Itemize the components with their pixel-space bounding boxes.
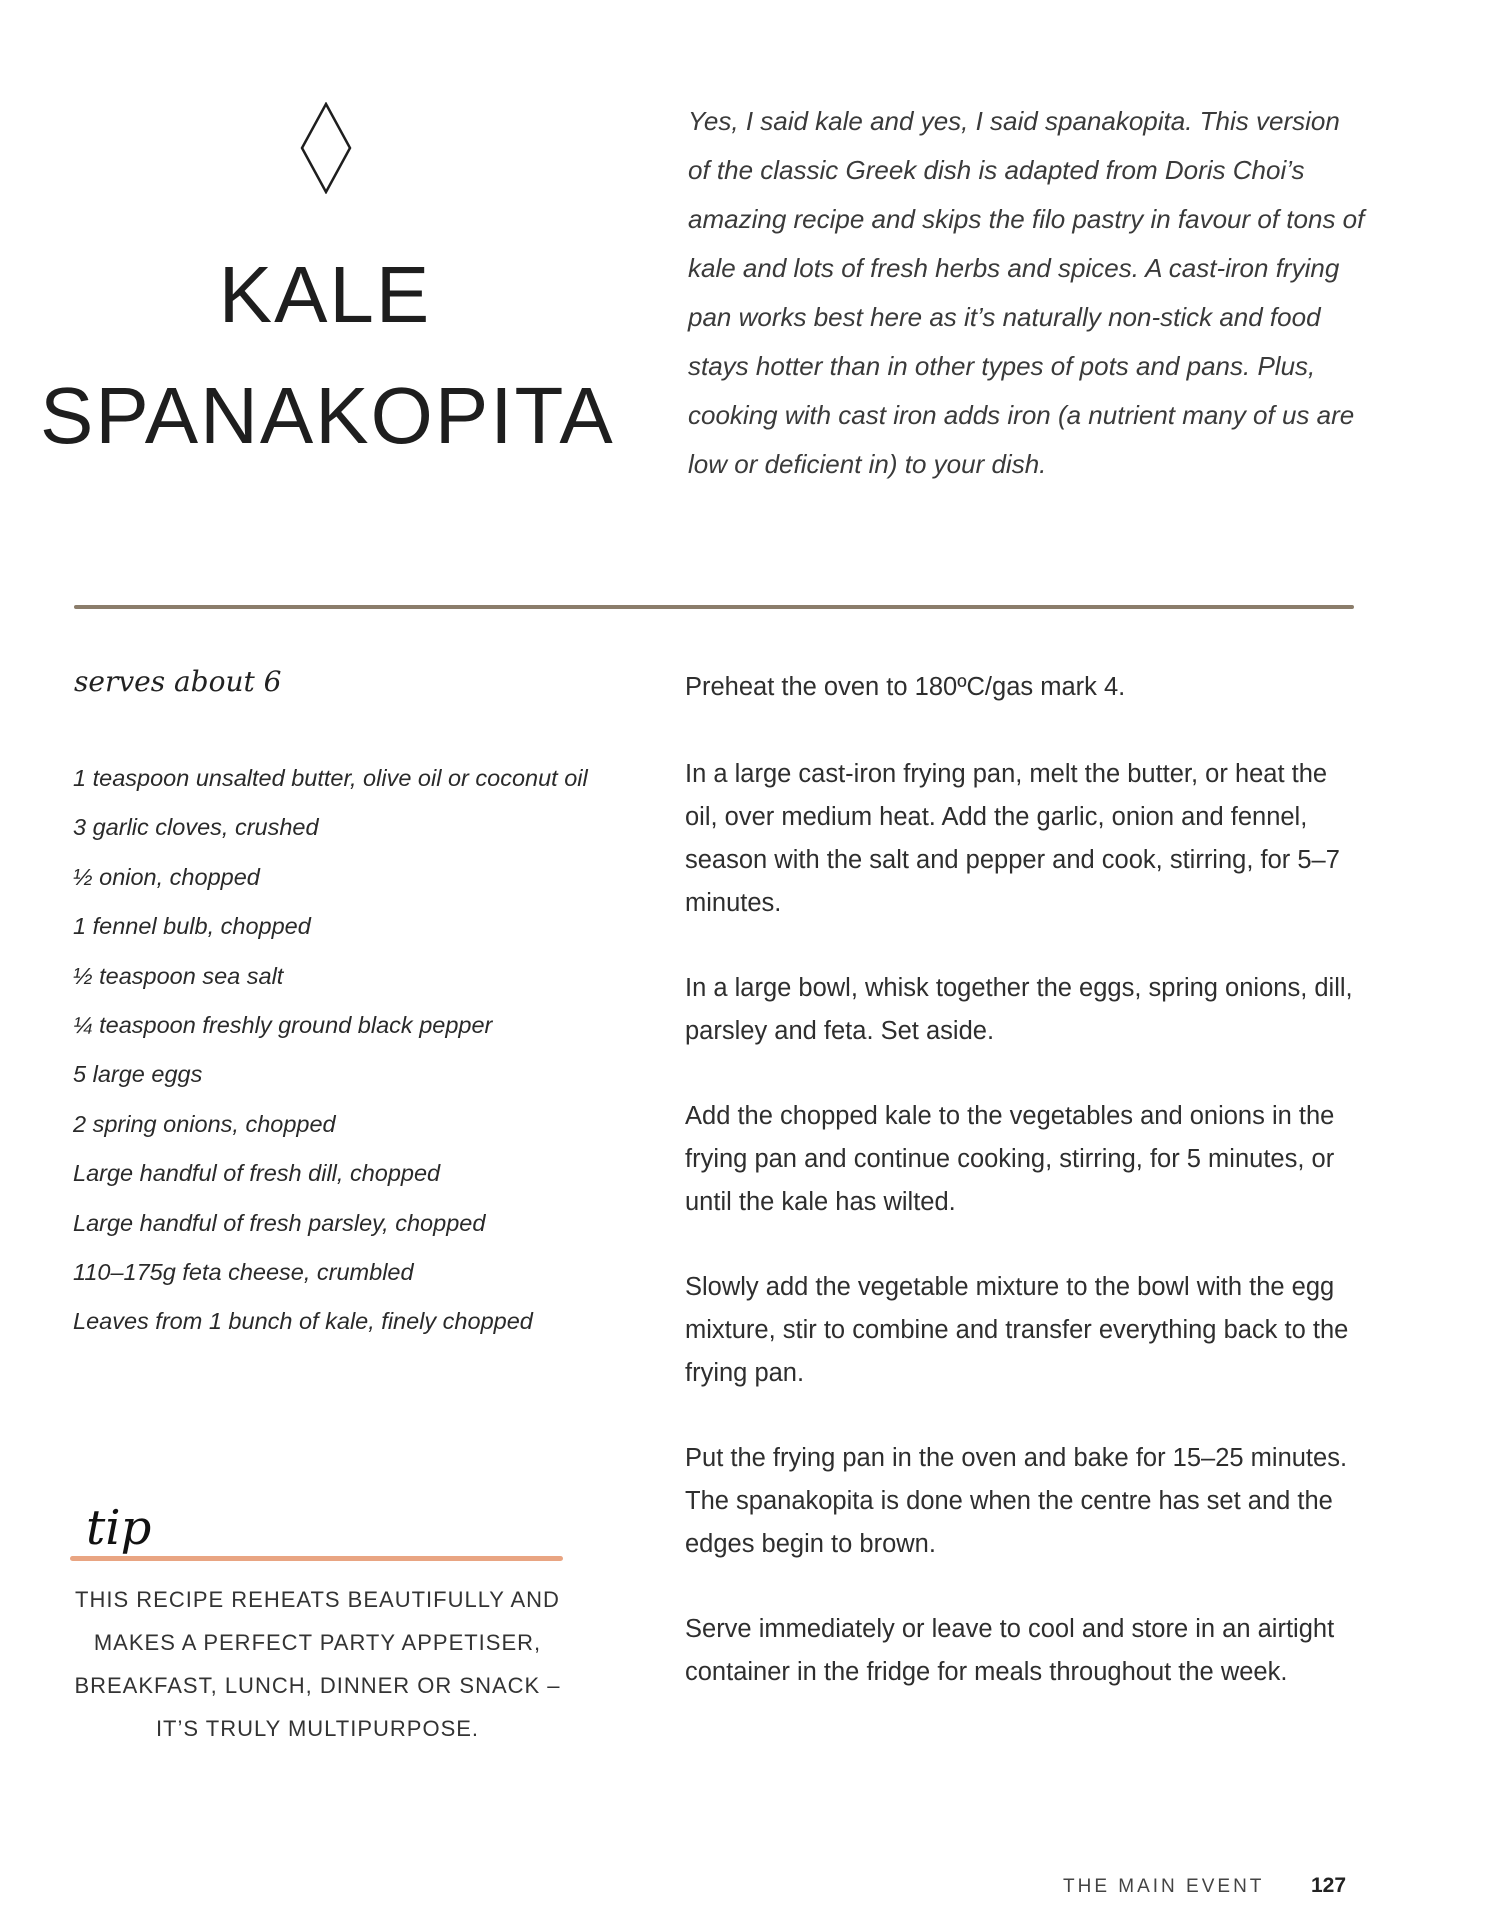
ingredient-item: Leaves from 1 bunch of kale, finely chopped xyxy=(73,1308,533,1335)
ingredient-item: 1 fennel bulb, chopped xyxy=(73,913,311,940)
recipe-title-line1: KALE xyxy=(218,250,432,339)
ingredient-item: 1 teaspoon unsalted butter, olive oil or coconut oil xyxy=(73,765,588,791)
footer-section-title: THE MAIN EVENT xyxy=(1063,1876,1265,1897)
ingredient-item: 110–175g feta cheese, crumbled xyxy=(73,1259,414,1286)
ingredient-item: 3 garlic cloves, crushed xyxy=(73,814,319,841)
diamond-ornament-icon xyxy=(300,102,352,194)
ingredients-list xyxy=(73,754,588,1347)
method-steps xyxy=(685,666,1365,1736)
recipe-intro: Yes, I said kale and yes, I said spanakopita. This version of the classic Greek dish is adapted from Doris Choi’s amazing recipe and skips the filo pastry in favour of tons of kale and lots of fresh herbs and spices. A cast-iron frying pan works best here as it’s naturally non-stick and food stays hotter than in other types of pots and pans. Plus, cooking with cast iron adds iron (a nutrient many of us are low or deficient in) to your dish. xyxy=(688,106,1365,479)
tip-text: THIS RECIPE REHEATS BEAUTIFULLY AND MAKES A PERFECT PARTY APPETISER, BREAKFAST, LUNCH, DINNER OR SNACK – IT’S TRULY MULTIPURPOSE. xyxy=(74,1587,561,1741)
recipe-title-line2: SPANAKOPITA xyxy=(40,371,615,460)
method-step: Put the frying pan in the oven and bake for 15–25 minutes. The spanakopita is done when the centre has set and the edges begin to brown. xyxy=(685,1444,1348,1558)
page-number: 127 xyxy=(1311,1874,1347,1897)
method-step: Slowly add the vegetable mixture to the bowl with the egg mixture, stir to combine and transfer everything back to the frying pan. xyxy=(685,1273,1349,1387)
ingredient-item: Large handful of fresh parsley, chopped xyxy=(73,1209,486,1236)
method-step: Add the chopped kale to the vegetables and onions in the frying pan and continue cooking, stirring, for 5 minutes, or until the kale has wilted. xyxy=(685,1102,1335,1216)
ingredient-item: ¼ teaspoon freshly ground black pepper xyxy=(73,1012,493,1039)
method-step: Preheat the oven to 180ºC/gas mark 4. xyxy=(685,673,1126,701)
section-divider xyxy=(74,605,1354,609)
tip-label: tip xyxy=(86,1500,152,1556)
method-step: Serve immediately or leave to cool and store in an airtight container in the fridge for meals throughout the week. xyxy=(685,1615,1335,1686)
ingredient-item: Large handful of fresh dill, chopped xyxy=(73,1160,441,1187)
ingredient-item: 2 spring onions, chopped xyxy=(73,1110,336,1137)
tip-underline xyxy=(70,1556,563,1561)
ingredient-item: ½ onion, chopped xyxy=(73,863,260,890)
ingredient-item: 5 large eggs xyxy=(73,1061,203,1088)
servings: serves about 6 xyxy=(74,665,282,698)
method-step: In a large cast-iron frying pan, melt the butter, or heat the oil, over medium heat. Add the garlic, onion and fennel, season with the salt and pepper and cook, stirring, for 5–7 minutes. xyxy=(685,760,1340,917)
ingredient-item: ½ teaspoon sea salt xyxy=(73,962,284,989)
method-step: In a large bowl, whisk together the eggs, spring onions, dill, parsley and feta. Set aside. xyxy=(685,974,1353,1045)
